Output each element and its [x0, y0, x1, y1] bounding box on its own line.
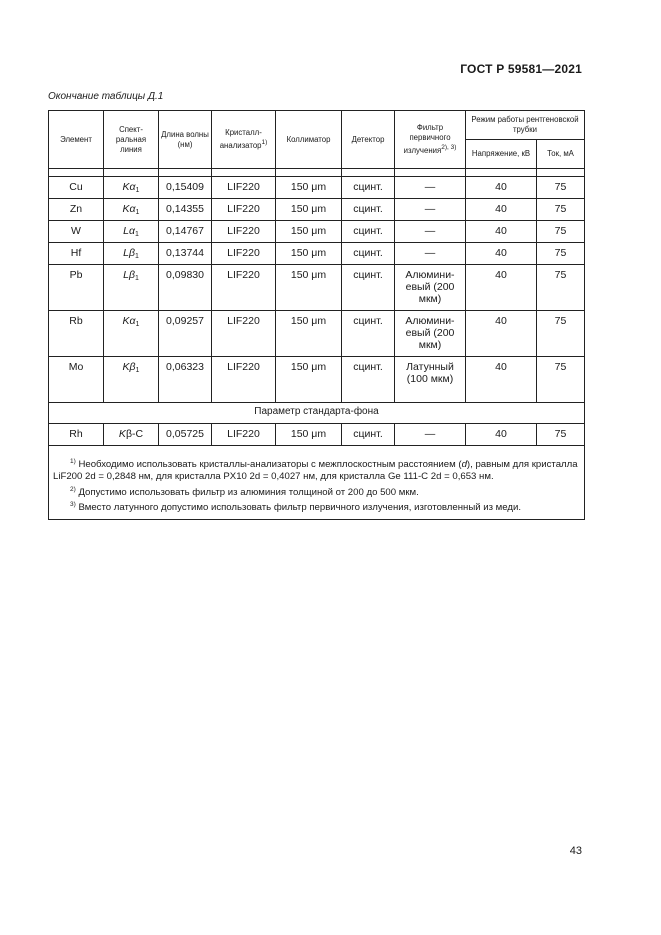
footnote: $^{1)}$ Необходимо использовать кристаллы-анализаторы с межплоскостным расстоянием (d), равным для кристалла LiF200 2d = 0,2848 нм, для кристалла PX10 2d = 0,4027 нм, для кристалла Ge 111-C 2d = 0,653 нм.	[53, 458, 578, 483]
header-collimator: Коллиматор	[276, 111, 342, 169]
table-row: Cu $K\alpha_1$ 0,15409 LIF220 150 μm сцинт. — 40 75	[49, 177, 585, 199]
header-filter: Фильтр первичного излучения$^{2), 3)}$	[395, 111, 466, 169]
table-row: Hf $L\beta_1$ 0,13744 LIF220 150 μm сцинт. — 40 75	[49, 243, 585, 265]
footnotes-row	[49, 446, 585, 520]
footnote: $^{3)}$ Вместо латунного допустимо использовать фильтр первичного излучения, изготовленный из меди.	[70, 501, 522, 514]
header-voltage: Напряжение, кВ	[466, 140, 537, 169]
header-element: Элемент	[49, 111, 104, 169]
table-row: W $L\alpha_1$ 0,14767 LIF220 150 μm сцинт. — 40 75	[49, 221, 585, 243]
footnotes	[49, 446, 585, 520]
table-row-background: Rh Kβ-C 0,05725 LIF220 150 μm сцинт. — 40 75	[49, 424, 585, 446]
header-crystal: Кристалл-анализатор$^{1)}$	[212, 111, 276, 169]
section-title: Параметр стандарта-фона	[49, 403, 585, 424]
header-detector: Детектор	[342, 111, 395, 169]
header-line: Спект-ральная линия	[104, 111, 159, 169]
section-row	[49, 403, 585, 424]
standard-code: ГОСТ Р 59581—2021	[460, 62, 582, 76]
header-mode: Режим работы рентгеновской трубки	[466, 111, 585, 140]
header-wavelength: Длина волны (нм)	[159, 111, 212, 169]
footnote: $^{2)}$ Допустимо использовать фильтр из алюминия толщиной от 200 до 500 мкм.	[70, 485, 419, 498]
data-table	[48, 110, 585, 520]
table-row: Zn $K\alpha_1$ 0,14355 LIF220 150 μm сцинт. — 40 75	[49, 199, 585, 221]
page-number: 43	[569, 845, 582, 857]
table-caption: Окончание таблицы Д.1	[48, 91, 164, 102]
table-row: Mo $K\beta_1$ 0,06323 LIF220 150 μm сцинт. Латунный (100 мкм) 40 75	[49, 357, 585, 403]
header-current: Ток, мА	[537, 140, 585, 169]
table-row: Rb $K\alpha_1$ 0,09257 LIF220 150 μm сцинт. Алюмини-евый (200 мкм) 40 75	[49, 311, 585, 357]
table-row: Pb $L\beta_1$ 0,09830 LIF220 150 μm сцинт. Алюмини-евый (200 мкм) 40 75	[49, 265, 585, 311]
